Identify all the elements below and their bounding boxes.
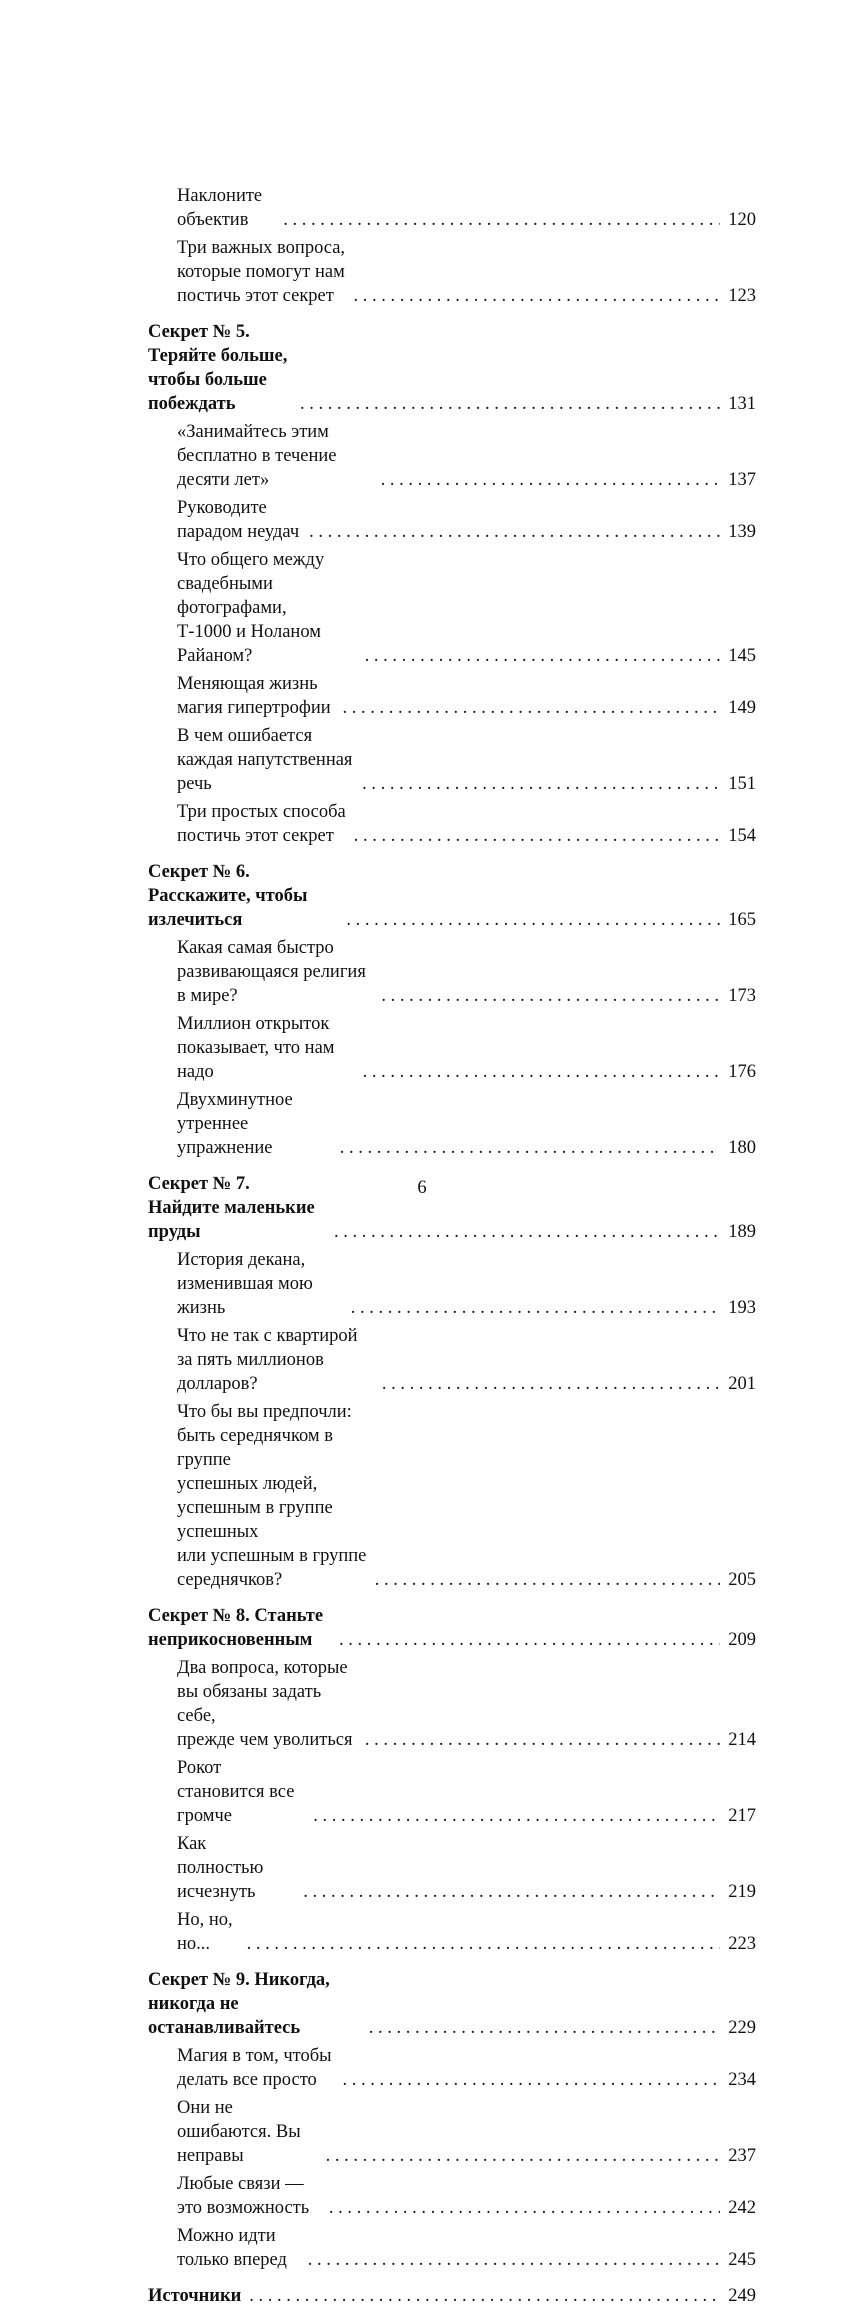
dot-leader	[249, 2284, 720, 2308]
dot-leader	[308, 2248, 721, 2272]
toc-entry-title: Меняющая жизнь магия гипертрофии	[177, 674, 331, 718]
toc-page-number: 249	[728, 2286, 756, 2306]
toc-entry-title: «Занимайтесь этим бесплатно в течение десяти лет»	[177, 422, 337, 490]
dot-leader	[382, 1372, 720, 1396]
toc-entry-title: Как полностью исчезнуть	[177, 1834, 264, 1902]
dot-leader	[342, 696, 720, 720]
toc-entry-title: Какая самая быстро развивающаяся религия в мире?	[177, 938, 366, 1006]
toc-entry-title	[177, 548, 357, 668]
toc-entry-title-line: успешных людей, успешным в группе успешных	[177, 1474, 333, 1542]
dot-leader	[354, 824, 720, 848]
toc-page-number: 165	[728, 910, 756, 930]
toc-entry	[148, 1908, 756, 1956]
toc-entry-title: История декана, изменившая мою жизнь	[177, 1250, 313, 1318]
toc-page-number: 154	[728, 826, 756, 846]
toc-entry	[148, 1088, 756, 1160]
toc-entry-title-line: Два вопроса, которые вы обязаны задать себе,	[177, 1658, 348, 1726]
toc-page-number: 137	[728, 470, 756, 490]
toc-entry	[148, 1400, 756, 1592]
toc-entry	[148, 936, 756, 1008]
dot-leader	[365, 644, 721, 668]
toc-entry	[148, 1656, 756, 1752]
toc-entry-title: Три простых способа постичь этот секрет	[177, 802, 346, 846]
toc-sources	[148, 2284, 756, 2308]
toc-chapter	[148, 1968, 756, 2040]
dot-leader	[343, 2068, 721, 2092]
toc-chapter	[148, 860, 756, 932]
toc-chapter-title-line: Секрет № 5. Теряйте больше,	[148, 322, 288, 366]
dot-leader	[339, 1628, 720, 1652]
toc-page-number: 189	[728, 1222, 756, 1242]
toc-entry-title: В чем ошибается каждая напутственная речь	[177, 726, 353, 794]
toc-entry-title-line: которые помогут нам постичь этот секрет	[177, 262, 345, 306]
toc-chapter-title	[148, 320, 292, 416]
toc-page-number: 173	[728, 986, 756, 1006]
toc-chapter-title: Секрет № 7. Найдите маленькие пруды	[148, 1174, 315, 1242]
dot-leader	[300, 392, 720, 416]
toc-entry	[148, 1324, 756, 1396]
toc-entry-title-line: Т-1000 и Ноланом Райаном?	[177, 622, 321, 666]
toc-entry	[148, 496, 756, 544]
dot-leader	[353, 284, 720, 308]
dot-leader	[334, 1220, 720, 1244]
toc-entry	[148, 800, 756, 848]
toc-entry	[148, 1248, 756, 1320]
toc-entry-title: Руководите парадом неудач	[177, 498, 300, 542]
dot-leader	[381, 984, 720, 1008]
dot-leader	[303, 1880, 720, 1904]
toc-entry-title: Что не так с квартирой за пять миллионов долларов?	[177, 1326, 358, 1394]
dot-leader	[313, 1804, 720, 1828]
toc-entry-title-line: Что бы вы предпочли: быть середнячком в группе	[177, 1402, 352, 1470]
dot-leader	[329, 2196, 720, 2220]
toc-page-number: 131	[728, 394, 756, 414]
toc-entry	[148, 1832, 756, 1904]
toc-entry	[148, 420, 756, 492]
toc-page-number: 151	[728, 774, 756, 794]
toc-page-number: 201	[728, 1374, 756, 1394]
toc-page-number: 234	[728, 2070, 756, 2090]
toc-page-number: 205	[728, 1570, 756, 1590]
toc-page-number: 245	[728, 2250, 756, 2270]
toc-entry-title: Можно идти только вперед	[177, 2226, 287, 2270]
toc-entry-title: Но, но, но...	[177, 1910, 233, 1954]
toc-chapter-title: Секрет № 6. Расскажите, чтобы излечиться	[148, 862, 308, 930]
toc-entry-title-line: Что общего между свадебными фотографами,	[177, 550, 325, 618]
toc-page-number: 237	[728, 2146, 756, 2166]
toc-page-number: 176	[728, 1062, 756, 1082]
toc-chapter	[148, 320, 756, 416]
toc-entry-title: Любые связи — это возможность	[177, 2174, 310, 2218]
dot-leader	[381, 468, 721, 492]
dot-leader	[346, 908, 720, 932]
toc-page-number: 149	[728, 698, 756, 718]
dot-leader	[247, 1932, 721, 1956]
toc-page-number: 242	[728, 2198, 756, 2218]
toc-page-number: 120	[728, 210, 756, 230]
dot-leader	[283, 208, 720, 232]
toc-entry-title: Они не ошибаются. Вы неправы	[177, 2098, 301, 2166]
dot-leader	[365, 1728, 720, 1752]
toc-entry-title: Двухминутное утреннее упражнение	[177, 1090, 293, 1158]
toc-page-number: 217	[728, 1806, 756, 1826]
toc-entry	[148, 236, 756, 308]
toc-page-number: 139	[728, 522, 756, 542]
toc-chapter	[148, 1604, 756, 1652]
dot-leader	[309, 520, 720, 544]
toc-page-number: 145	[728, 646, 756, 666]
toc-entry-title: Рокот становится все громче	[177, 1758, 295, 1826]
toc-sources-title: Источники	[148, 2286, 242, 2306]
toc-entry	[148, 2224, 756, 2272]
toc-page-number: 219	[728, 1882, 756, 1902]
toc-entry-title-line: прежде чем уволиться	[177, 1730, 353, 1750]
page-number-footer: 6	[417, 1178, 427, 1198]
dot-leader	[351, 1296, 721, 1320]
toc-entry	[148, 2096, 756, 2168]
toc-entry-title	[177, 236, 345, 308]
toc-entry	[148, 2044, 756, 2092]
toc-page-number: 180	[728, 1138, 756, 1158]
toc-entry-title-line: Три важных вопроса,	[177, 238, 346, 258]
toc-page-number: 209	[728, 1630, 756, 1650]
toc-entry-title	[177, 1656, 357, 1752]
toc-entry	[148, 724, 756, 796]
toc-entry	[148, 672, 756, 720]
toc-entry-title: Миллион открыток показывает, что нам надо	[177, 1014, 335, 1082]
toc-chapter-title-line: чтобы больше побеждать	[148, 370, 267, 414]
toc-page-number: 223	[728, 1934, 756, 1954]
toc-entry	[148, 548, 756, 668]
toc-entry	[148, 1012, 756, 1084]
dot-leader	[375, 1568, 720, 1592]
toc-entry-title: Магия в том, чтобы делать все просто	[177, 2046, 332, 2090]
toc-chapter-title: Секрет № 8. Станьте неприкосновенным	[148, 1606, 324, 1650]
toc-entry	[148, 2172, 756, 2220]
toc-entry-title-line: или успешным в группе середнячков?	[177, 1546, 367, 1590]
toc-page-number: 123	[728, 286, 756, 306]
dot-leader	[340, 1136, 720, 1160]
toc-page-number: 214	[728, 1730, 756, 1750]
toc-page-number: 229	[728, 2018, 756, 2038]
toc-chapter-title: Секрет № 9. Никогда, никогда не останавливайтесь	[148, 1970, 330, 2038]
toc-entry	[148, 1756, 756, 1828]
dot-leader	[369, 2016, 721, 2040]
toc-page-number: 193	[728, 1298, 756, 1318]
dot-leader	[326, 2144, 721, 2168]
dot-leader	[363, 1060, 721, 1084]
table-of-contents	[148, 184, 756, 2308]
dot-leader	[362, 772, 720, 796]
toc-entry-title: Наклоните объектив	[177, 186, 263, 230]
toc-entry	[148, 184, 756, 232]
toc-entry-title	[177, 1400, 367, 1592]
